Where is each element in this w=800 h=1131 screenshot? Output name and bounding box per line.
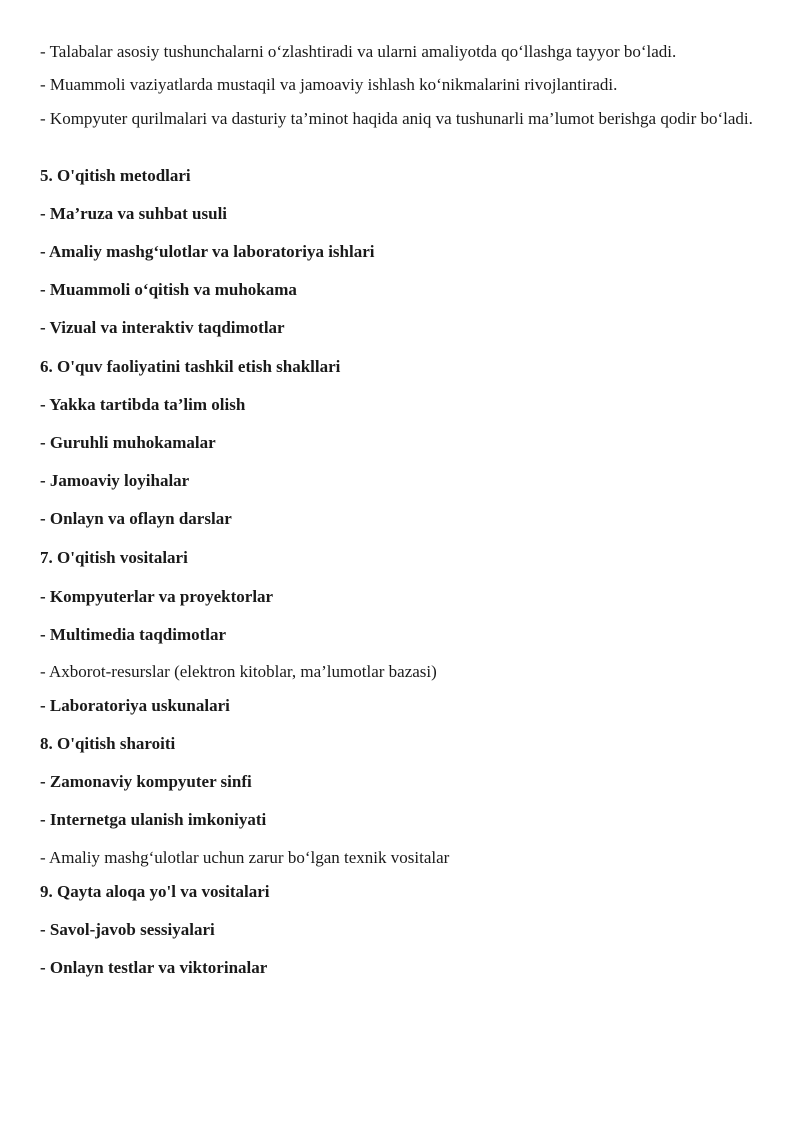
list-item: - Yakka tartibda ta’lim olish xyxy=(40,395,246,414)
section-heading: 9. Qayta aloqa yo'l va vositalari xyxy=(40,882,270,901)
outcome-item: - Muammoli vaziyatlarda mustaqil va jamoaviy ishlash ko‘nikmalarini rivojlantiradi. xyxy=(40,75,618,94)
outcome-item: - Talabalar asosiy tushunchalarni o‘zlashtiradi va ularni amaliyotda qo‘llashga tayyor bo‘ladi. xyxy=(40,42,677,61)
list-item: - Guruhli muhokamalar xyxy=(40,433,216,452)
section-heading: 6. O'quv faoliyatini tashkil etish shakllari xyxy=(40,357,341,376)
list-item: - Internetga ulanish imkoniyati xyxy=(40,810,267,829)
list-item: - Onlayn testlar va viktorinalar xyxy=(40,958,268,977)
list-item: - Jamoaviy loyihalar xyxy=(40,471,190,490)
list-item: - Kompyuterlar va proyektorlar xyxy=(40,587,274,606)
section-heading: 7. O'qitish vositalari xyxy=(40,548,188,567)
list-item: - Muammoli o‘qitish va muhokama xyxy=(40,280,297,299)
list-item: - Ma’ruza va suhbat usuli xyxy=(40,204,228,223)
list-item: - Multimedia taqdimotlar xyxy=(40,625,227,644)
list-item: - Axborot-resurslar (elektron kitoblar, ma’lumotlar bazasi) xyxy=(40,662,437,681)
section-heading: 8. O'qitish sharoiti xyxy=(40,734,176,753)
outcome-item: - Kompyuter qurilmalari va dasturiy ta’minot haqida aniq va tushunarli ma’lumot berishga qodir bo‘ladi. xyxy=(40,109,753,128)
list-item: - Onlayn va oflayn darslar xyxy=(40,509,232,528)
list-item: - Vizual va interaktiv taqdimotlar xyxy=(40,318,285,337)
list-item: - Laboratoriya uskunalari xyxy=(40,696,230,715)
list-item: - Savol-javob sessiyalari xyxy=(40,920,215,939)
list-item: - Zamonaviy kompyuter sinfi xyxy=(40,772,252,791)
section-heading: 5. O'qitish metodlari xyxy=(40,166,191,185)
list-item: - Amaliy mashg‘ulotlar uchun zarur bo‘lgan texnik vositalar xyxy=(40,848,450,867)
list-item: - Amaliy mashg‘ulotlar va laboratoriya ishlari xyxy=(40,242,375,261)
